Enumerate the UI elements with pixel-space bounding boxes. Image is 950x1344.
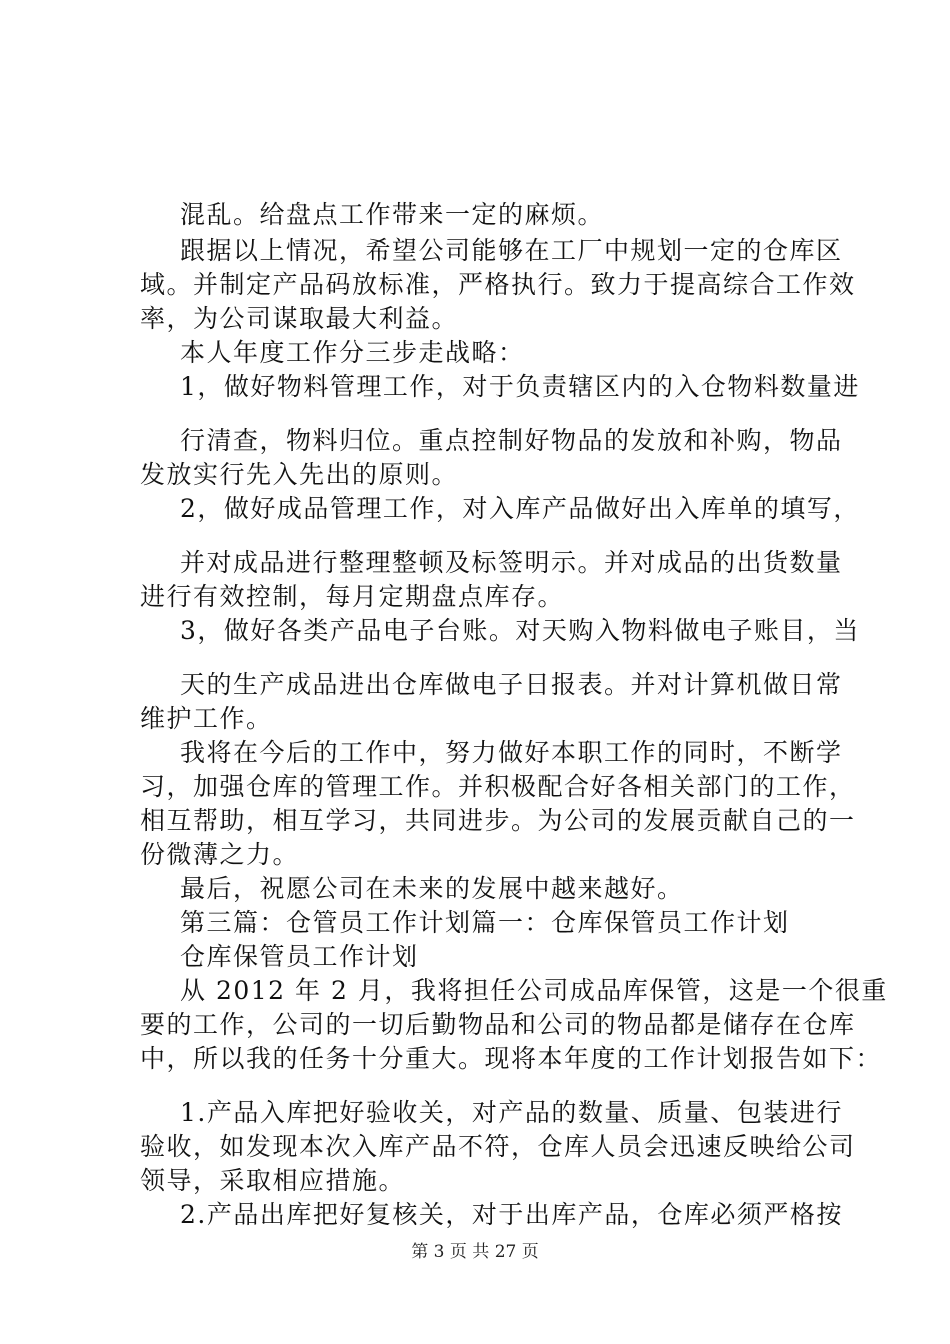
text-line: 2，做好成品管理工作，对入库产品做好出入库单的填写， — [180, 494, 860, 523]
text-line: 最后，祝愿公司在未来的发展中越来越好。 — [180, 874, 684, 903]
text-line: 混乱。给盘点工作带来一定的麻烦。 — [180, 200, 605, 229]
text-line: 并对成品进行整理整顿及标签明示。并对成品的出货数量 — [180, 548, 843, 577]
text-line: 3，做好各类产品电子台账。对天购入物料做电子账目，当 — [180, 616, 860, 645]
text-line: 率，为公司谋取最大利益。 — [140, 304, 459, 333]
page-footer: 第 3 页 共 27 页 — [411, 1242, 539, 1262]
text-line: 习，加强仓库的管理工作。并积极配合好各相关部门的工作， — [140, 772, 856, 801]
text-line: 发放实行先入先出的原则。 — [140, 460, 459, 489]
text-line: 1，做好物料管理工作，对于负责辖区内的入仓物料数量进 — [180, 372, 860, 401]
text-line: 份微薄之力。 — [140, 840, 300, 869]
text-line: 中，所以我的任务十分重大。现将本年度的工作计划报告如下： — [140, 1044, 883, 1073]
text-line: 本人年度工作分三步走战略： — [180, 338, 525, 367]
text-line: 我将在今后的工作中，努力做好本职工作的同时，不断学 — [180, 738, 843, 767]
text-line: 领导，采取相应措施。 — [140, 1166, 406, 1195]
text-line: 维护工作。 — [140, 704, 273, 733]
text-line: 行清查，物料归位。重点控制好物品的发放和补购，物品 — [180, 426, 843, 455]
text-line: 要的工作，公司的一切后勤物品和公司的物品都是储存在仓库 — [140, 1010, 856, 1039]
text-line: 从 2012 年 2 月，我将担任公司成品库保管，这是一个很重 — [180, 976, 888, 1005]
text-line: 相互帮助，相互学习，共同进步。为公司的发展贡献自己的一 — [140, 806, 856, 835]
text-line: 进行有效控制，每月定期盘点库存。 — [140, 582, 565, 611]
section-subheading: 仓库保管员工作计划 — [180, 942, 419, 971]
section-heading: 第三篇：仓管员工作计划篇一：仓库保管员工作计划 — [180, 908, 790, 937]
text-line: 1.产品入库把好验收关，对产品的数量、质量、包装进行 — [180, 1098, 843, 1127]
text-line: 2.产品出库把好复核关，对于出库产品，仓库必须严格按 — [180, 1200, 843, 1229]
text-line: 天的生产成品进出仓库做电子日报表。并对计算机做日常 — [180, 670, 843, 699]
text-line: 域。并制定产品码放标准，严格执行。致力于提高综合工作效 — [140, 270, 856, 299]
text-line: 验收，如发现本次入库产品不符，仓库人员会迅速反映给公司 — [140, 1132, 856, 1161]
text-line: 跟据以上情况，希望公司能够在工厂中规划一定的仓库区 — [180, 236, 843, 265]
